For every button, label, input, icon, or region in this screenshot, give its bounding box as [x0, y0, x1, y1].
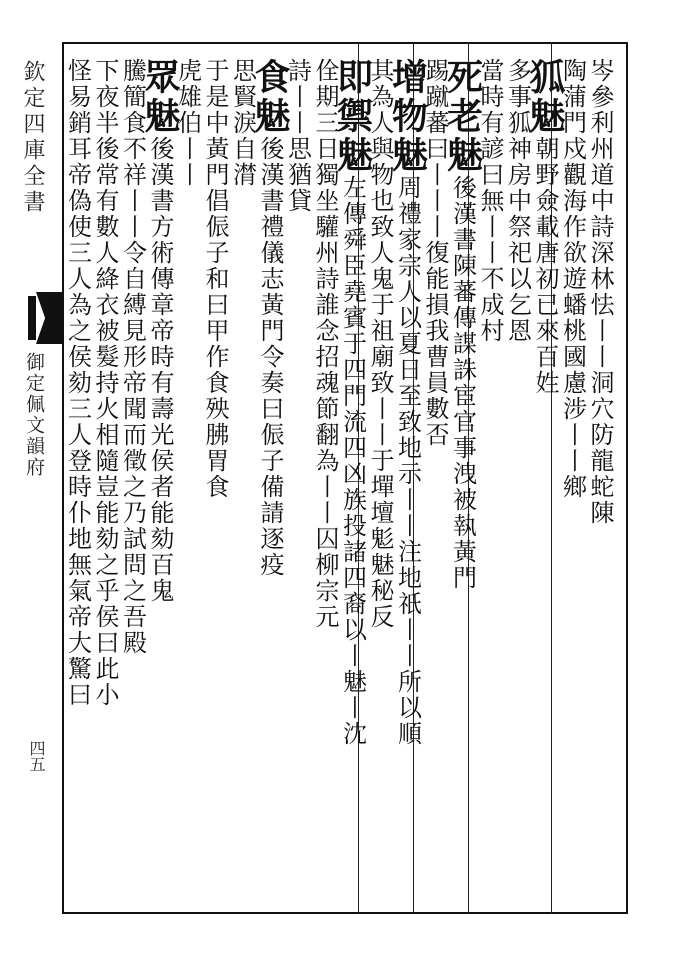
column-text: 岑參利州道中詩深林怯丨丨洞穴防龍蛇陳	[586, 58, 614, 526]
column-text: 怪易銷耳帝偽使三人為之侯劾三人登時仆地無氣帝大驚曰	[63, 58, 92, 708]
column-text: 當時有諺曰無丨丨不成村	[476, 58, 504, 344]
margin-page-number: 四五	[27, 740, 46, 772]
column-text: 後漢書禮儀志黃門令奏曰侲子備請逐疫	[256, 136, 284, 578]
column-text: 陶蒲門戍觀海作欲遊蟠桃國慮涉丨丨鄉	[558, 58, 587, 500]
column-text: 思賢淚自潸	[228, 58, 257, 188]
fishtail-mark-bar	[28, 296, 36, 340]
column-text: 後漢書陳蕃傳謀誅宦官事洩被執黃門	[448, 175, 477, 591]
entry-heading: 即禦魅	[331, 58, 374, 175]
column-text: 左傳舜臣堯賓于四門流四凶族投諸四裔以丨魅丨沈	[338, 175, 367, 747]
margin-book-title: 御定佩文韻府	[23, 352, 45, 478]
entry-heading: 眾魅	[139, 58, 181, 136]
column-text: 周禮家宗人以夏日至致地示丨丨注地祇丨丨所以順	[393, 175, 422, 747]
column-text: 虎雄伯丨丨	[173, 58, 202, 188]
text-column	[58, 58, 98, 908]
column-text: 騰簡食不祥丨丨令自縛見形帝聞而徵之乃試問之吾殿	[118, 58, 147, 656]
column-text: 踢蹴蕃曰丨丨丨復能損我曹員數否	[421, 58, 449, 448]
column-text: 後漢書方術傳章帝時有壽光侯者能劾百鬼	[146, 136, 174, 604]
margin-title: 欽定四庫全書	[20, 60, 45, 216]
column-text: 于是中黃門倡侲子和曰甲作食殃胇胃食	[201, 58, 229, 500]
column-text: 多事狐神房中祭祀以乞恩	[503, 58, 532, 344]
column-text: 朝野僉載唐初已來百姓	[531, 136, 559, 396]
entry-heading: 食魅	[249, 58, 291, 136]
column-text: 詩丨丨思猶貸	[283, 58, 312, 214]
column-text: 其為人與物也致人鬼于祖廟致丨丨于墠壇鬽魅秘反	[366, 58, 394, 630]
entry-heading: 狐魅	[524, 58, 566, 136]
entry-heading: 死老魅	[441, 58, 484, 175]
entry-heading: 增物魅	[386, 58, 429, 175]
column-text: 佺期三日獨坐驩州詩誰念招魂節翻為丨丨囚柳宗元	[311, 58, 339, 630]
column-text: 下夜半後常有數人絳衣被髮持火相隨豈能劾之乎侯曰此小	[91, 58, 119, 708]
